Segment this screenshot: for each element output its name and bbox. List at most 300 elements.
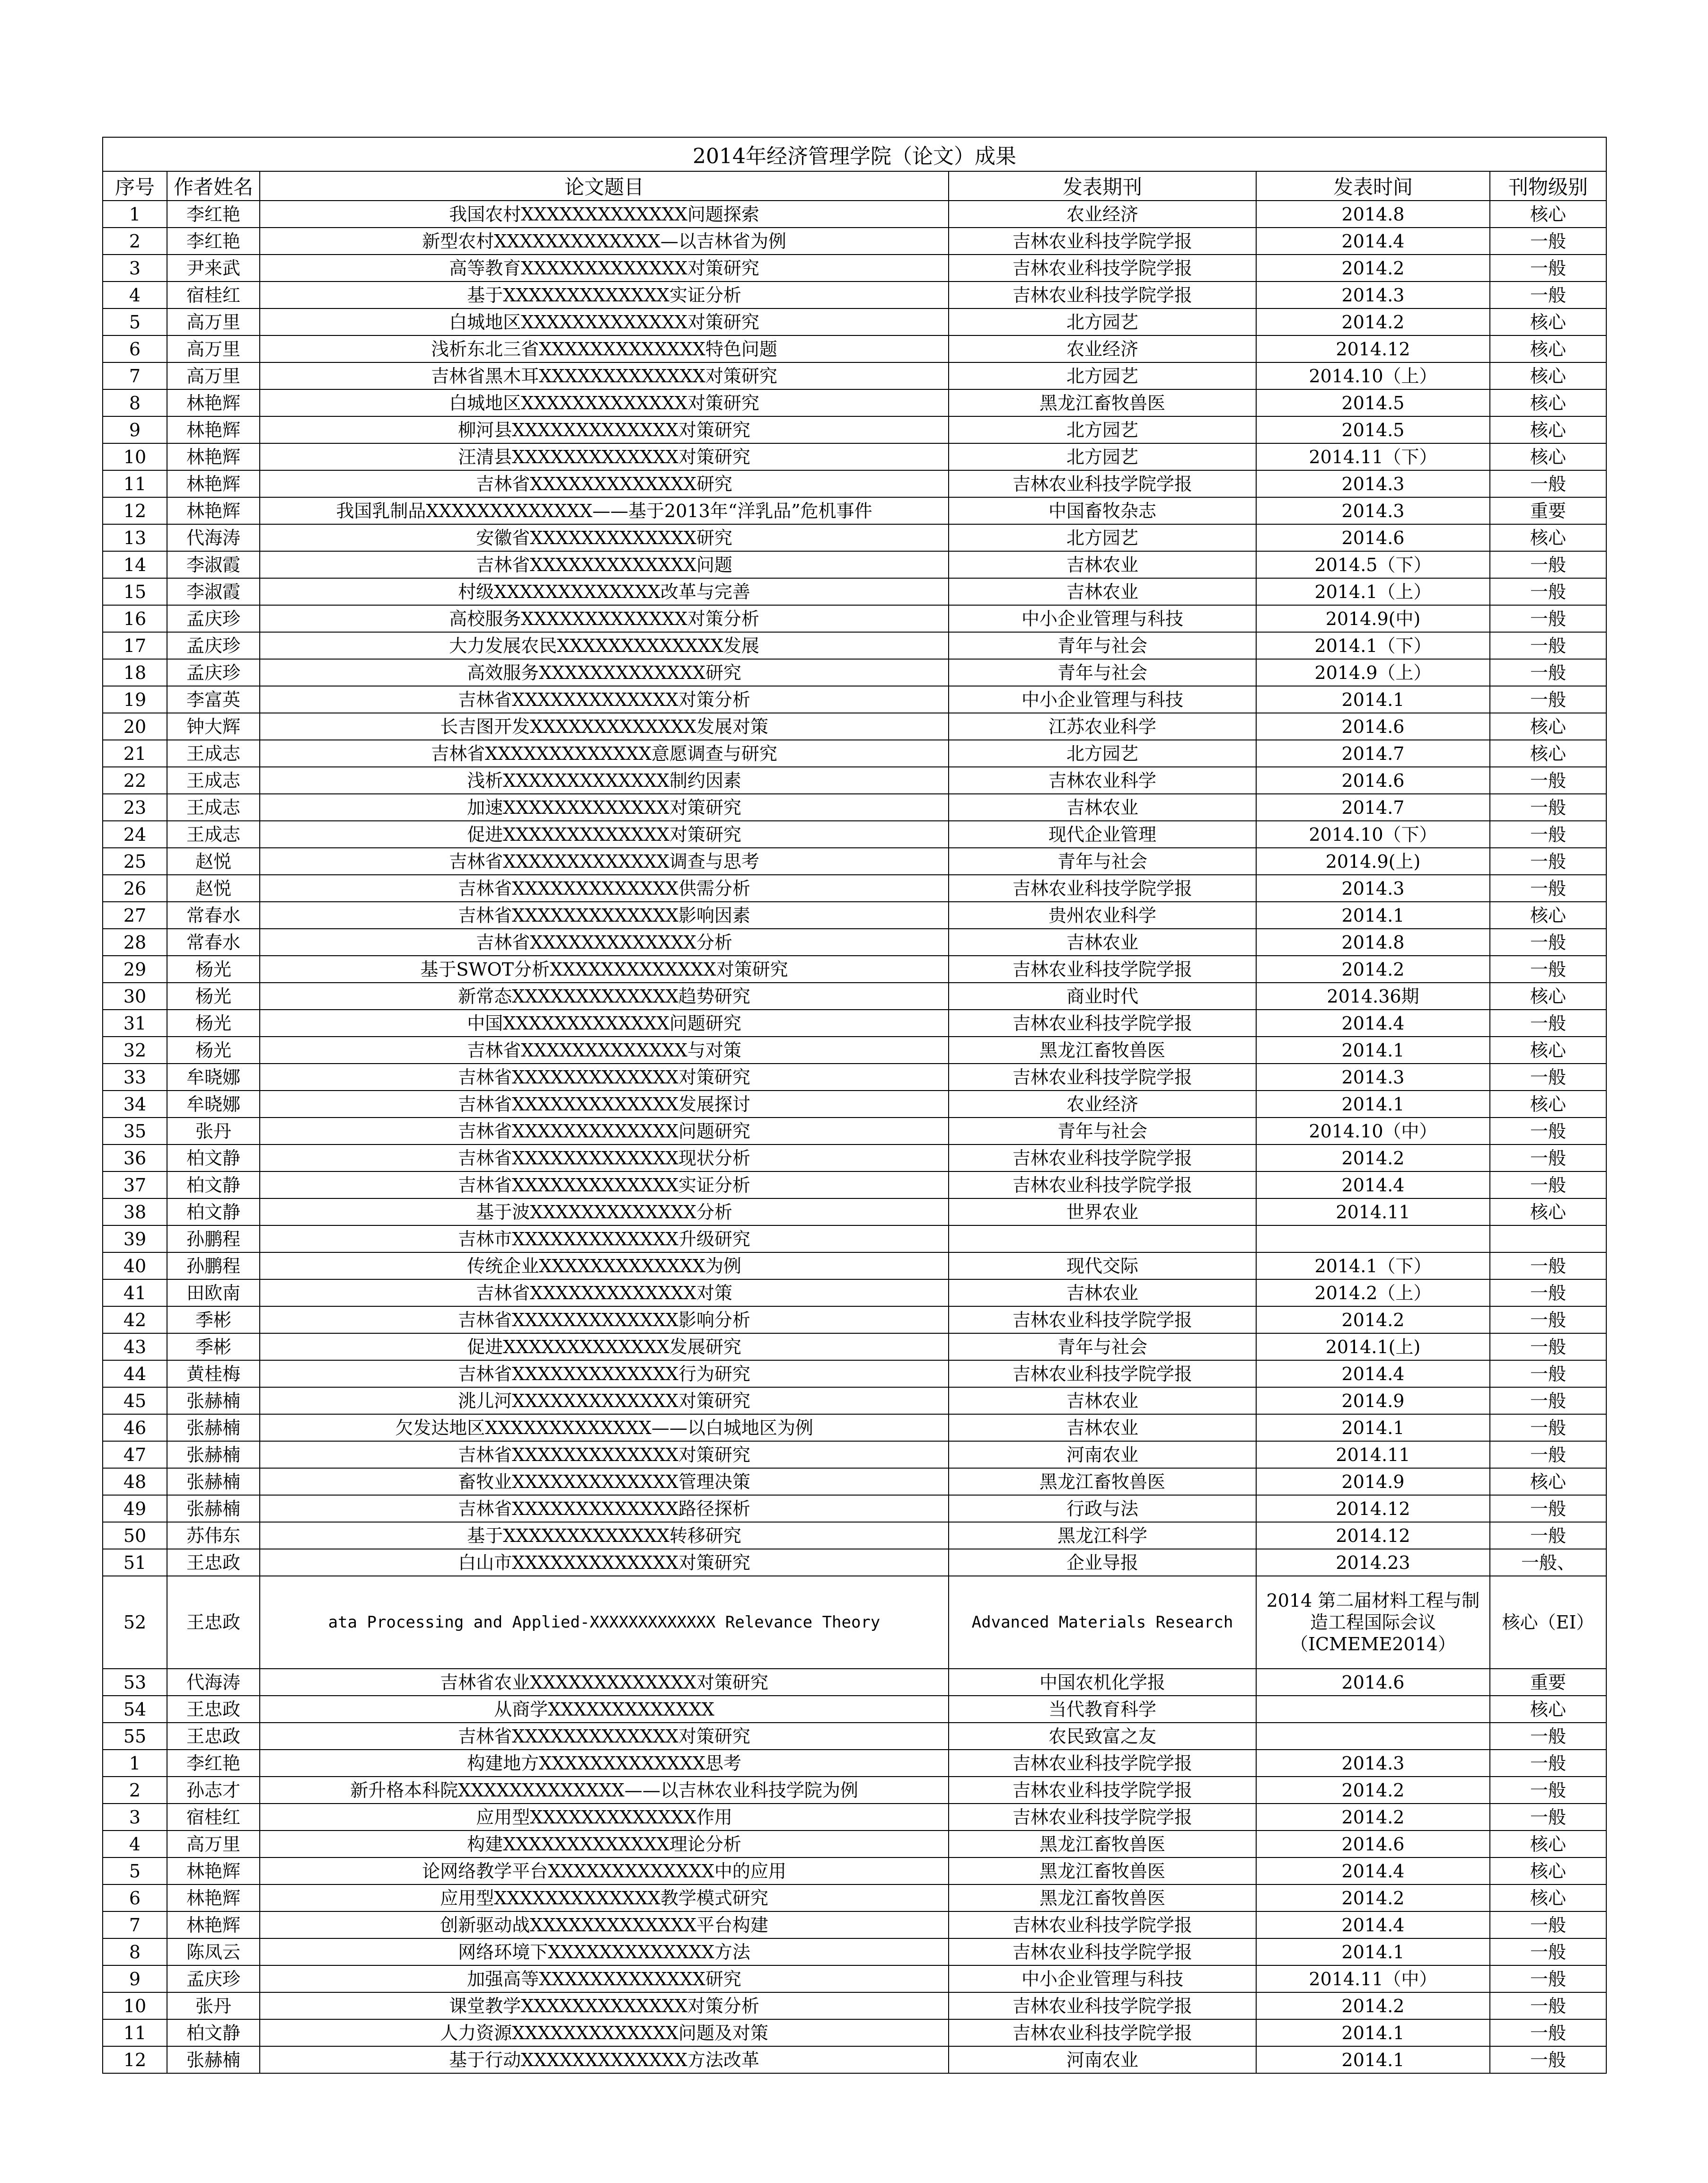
cell-title: 吉林市XXXXXXXXXXXXX升级研究	[260, 1225, 949, 1252]
table-row	[103, 1804, 1606, 1831]
cell-date: 2014.3	[1256, 1064, 1490, 1091]
cell-index: 34	[103, 1091, 167, 1118]
cell-author: 季彬	[167, 1306, 260, 1333]
cell-index: 4	[103, 282, 167, 308]
cell-author: 高万里	[167, 335, 260, 362]
cell-journal: 农业经济	[949, 335, 1256, 362]
cell-level: 核心	[1490, 713, 1606, 740]
cell-author: 李淑霞	[167, 551, 260, 578]
cell-author: 牟晓娜	[167, 1091, 260, 1118]
cell-title: 加速XXXXXXXXXXXXX对策研究	[260, 794, 949, 821]
cell-title: 新升格本科院XXXXXXXXXXXXX——以吉林农业科技学院为例	[260, 1777, 949, 1804]
table-title: 2014年经济管理学院（论文）成果	[103, 137, 1606, 171]
cell-journal: 现代企业管理	[949, 821, 1256, 848]
cell-date: 2014.2	[1256, 1804, 1490, 1831]
cell-journal: 北方园艺	[949, 362, 1256, 389]
cell-date: 2014.2	[1256, 1306, 1490, 1333]
cell-date: 2014.10（下）	[1256, 821, 1490, 848]
cell-journal: 吉林农业科技学院学报	[949, 875, 1256, 902]
cell-title: 我国乳制品XXXXXXXXXXXXX——基于2013年“洋乳品”危机事件	[260, 497, 949, 524]
cell-author: 林艳辉	[167, 497, 260, 524]
table-row	[103, 1992, 1606, 2019]
cell-journal: 青年与社会	[949, 1333, 1256, 1360]
table-row	[103, 686, 1606, 713]
cell-journal: 贵州农业科学	[949, 902, 1256, 929]
cell-journal: 农民致富之友	[949, 1723, 1256, 1750]
cell-index: 45	[103, 1387, 167, 1414]
cell-journal: 吉林农业	[949, 929, 1256, 956]
cell-author: 林艳辉	[167, 1911, 260, 1938]
cell-level: 一般	[1490, 1495, 1606, 1522]
cell-index: 12	[103, 497, 167, 524]
table-row	[103, 1144, 1606, 1171]
cell-date: 2014.2	[1256, 1992, 1490, 2019]
cell-index: 6	[103, 335, 167, 362]
cell-date: 2014.6	[1256, 524, 1490, 551]
cell-title: 吉林省XXXXXXXXXXXXX问题	[260, 551, 949, 578]
table-row	[103, 1360, 1606, 1387]
cell-author: 王成志	[167, 821, 260, 848]
column-header-author: 作者姓名	[167, 171, 260, 201]
cell-journal: 吉林农业科技学院学报	[949, 1306, 1256, 1333]
cell-journal: 中小企业管理与科技	[949, 686, 1256, 713]
cell-title: 高校服务XXXXXXXXXXXXX对策分析	[260, 605, 949, 632]
cell-date: 2014.6	[1256, 1831, 1490, 1857]
cell-level: 一般	[1490, 1750, 1606, 1777]
cell-date: 2014.1	[1256, 1938, 1490, 1965]
cell-date: 2014.1（下）	[1256, 1252, 1490, 1279]
cell-title: 传统企业XXXXXXXXXXXXX为例	[260, 1252, 949, 1279]
cell-index: 37	[103, 1171, 167, 1198]
cell-level: 核心	[1490, 416, 1606, 443]
cell-index: 4	[103, 1831, 167, 1857]
column-header-title: 论文题目	[260, 171, 949, 201]
cell-level: 一般	[1490, 228, 1606, 255]
cell-index: 6	[103, 1884, 167, 1911]
cell-index: 7	[103, 362, 167, 389]
cell-title: 吉林省XXXXXXXXXXXXX行为研究	[260, 1360, 949, 1387]
cell-journal: 吉林农业科技学院学报	[949, 1750, 1256, 1777]
cell-author: 柏文静	[167, 2019, 260, 2046]
cell-index: 43	[103, 1333, 167, 1360]
table-row	[103, 1387, 1606, 1414]
cell-title: 创新驱动战XXXXXXXXXXXXX平台构建	[260, 1911, 949, 1938]
cell-journal: 吉林农业	[949, 551, 1256, 578]
cell-title: 吉林省XXXXXXXXXXXXX实证分析	[260, 1171, 949, 1198]
cell-journal: 江苏农业科学	[949, 713, 1256, 740]
cell-journal: 吉林农业	[949, 1414, 1256, 1441]
cell-journal: 吉林农业科技学院学报	[949, 1010, 1256, 1037]
cell-index: 22	[103, 767, 167, 794]
cell-author: 王成志	[167, 794, 260, 821]
table-row	[103, 983, 1606, 1010]
cell-date: 2014.4	[1256, 228, 1490, 255]
cell-index: 3	[103, 255, 167, 282]
cell-journal: 商业时代	[949, 983, 1256, 1010]
cell-author: 代海涛	[167, 524, 260, 551]
cell-journal: 吉林农业科技学院学报	[949, 2019, 1256, 2046]
cell-title: 浅析XXXXXXXXXXXXX制约因素	[260, 767, 949, 794]
cell-author: 高万里	[167, 1831, 260, 1857]
cell-author: 孟庆珍	[167, 1965, 260, 1992]
cell-title: 加强高等XXXXXXXXXXXXX研究	[260, 1965, 949, 1992]
cell-author: 林艳辉	[167, 443, 260, 470]
cell-author: 牟晓娜	[167, 1064, 260, 1091]
cell-journal: 吉林农业	[949, 1279, 1256, 1306]
cell-level: 一般	[1490, 1522, 1606, 1549]
cell-title: 安徽省XXXXXXXXXXXXX研究	[260, 524, 949, 551]
cell-journal: 吉林农业科技学院学报	[949, 1360, 1256, 1387]
cell-date: 2014.11（中）	[1256, 1965, 1490, 1992]
cell-date: 2014.11	[1256, 1441, 1490, 1468]
cell-journal	[949, 1225, 1256, 1252]
cell-title: 吉林省XXXXXXXXXXXXX对策研究	[260, 1441, 949, 1468]
cell-author: 李红艳	[167, 1750, 260, 1777]
cell-journal: 黑龙江畜牧兽医	[949, 1037, 1256, 1064]
cell-level: 核心	[1490, 389, 1606, 416]
table-row	[103, 713, 1606, 740]
cell-date: 2014.3	[1256, 282, 1490, 308]
cell-journal: 吉林农业科学	[949, 767, 1256, 794]
cell-author: 孙志才	[167, 1777, 260, 1804]
cell-index: 5	[103, 308, 167, 335]
table-row	[103, 1064, 1606, 1091]
cell-index: 27	[103, 902, 167, 929]
cell-level: 核心	[1490, 335, 1606, 362]
cell-title: 洮儿河XXXXXXXXXXXXX对策研究	[260, 1387, 949, 1414]
cell-journal: 吉林农业科技学院学报	[949, 282, 1256, 308]
cell-author: 杨光	[167, 1037, 260, 1064]
cell-date: 2014.4	[1256, 1010, 1490, 1037]
cell-level: 一般	[1490, 767, 1606, 794]
table-row	[103, 659, 1606, 686]
cell-index: 35	[103, 1118, 167, 1144]
cell-title: 吉林省XXXXXXXXXXXXX调查与思考	[260, 848, 949, 875]
table-row	[103, 632, 1606, 659]
cell-date: 2014.1	[1256, 1091, 1490, 1118]
table-row	[103, 1333, 1606, 1360]
cell-date: 2014.1(上)	[1256, 1333, 1490, 1360]
cell-date: 2014.4	[1256, 1857, 1490, 1884]
cell-author: 杨光	[167, 956, 260, 983]
cell-index: 7	[103, 1911, 167, 1938]
cell-level: 核心	[1490, 308, 1606, 335]
cell-level: 核心	[1490, 1468, 1606, 1495]
cell-date: 2014.23	[1256, 1549, 1490, 1576]
cell-index: 47	[103, 1441, 167, 1468]
cell-date: 2014.2	[1256, 1144, 1490, 1171]
cell-level: 一般	[1490, 794, 1606, 821]
cell-level: 核心	[1490, 1696, 1606, 1723]
cell-title: 基于行动XXXXXXXXXXXXX方法改革	[260, 2046, 949, 2073]
cell-date: 2014.1	[1256, 2019, 1490, 2046]
cell-journal: 黑龙江畜牧兽医	[949, 389, 1256, 416]
cell-journal: 吉林农业科技学院学报	[949, 1064, 1256, 1091]
cell-level: 一般	[1490, 2019, 1606, 2046]
cell-date: 2014.3	[1256, 1750, 1490, 1777]
cell-journal: 北方园艺	[949, 308, 1256, 335]
cell-level: 一般	[1490, 875, 1606, 902]
cell-title: 吉林省XXXXXXXXXXXXX问题研究	[260, 1118, 949, 1144]
table-row	[103, 228, 1606, 255]
cell-level: 核心	[1490, 1091, 1606, 1118]
table-row	[103, 848, 1606, 875]
cell-author: 宿桂红	[167, 282, 260, 308]
cell-level: 一般	[1490, 2046, 1606, 2073]
cell-author: 常春水	[167, 929, 260, 956]
cell-journal: 吉林农业科技学院学报	[949, 470, 1256, 497]
cell-level: 一般	[1490, 282, 1606, 308]
cell-level: 核心	[1490, 443, 1606, 470]
cell-index: 23	[103, 794, 167, 821]
column-header-journal: 发表期刊	[949, 171, 1256, 201]
cell-date: 2014.1	[1256, 1414, 1490, 1441]
cell-journal: 青年与社会	[949, 659, 1256, 686]
cell-author: 林艳辉	[167, 416, 260, 443]
cell-index: 39	[103, 1225, 167, 1252]
table-row	[103, 389, 1606, 416]
cell-index: 5	[103, 1857, 167, 1884]
cell-journal: 中小企业管理与科技	[949, 1965, 1256, 1992]
cell-level: 一般	[1490, 1064, 1606, 1091]
cell-journal: 北方园艺	[949, 443, 1256, 470]
column-header-index: 序号	[103, 171, 167, 201]
cell-author: 赵悦	[167, 875, 260, 902]
cell-index: 8	[103, 1938, 167, 1965]
cell-date: 2014.7	[1256, 740, 1490, 767]
cell-title: 村级XXXXXXXXXXXXX改革与完善	[260, 578, 949, 605]
cell-date: 2014.2	[1256, 956, 1490, 983]
table-row	[103, 524, 1606, 551]
cell-date: 2014.2	[1256, 308, 1490, 335]
table-row	[103, 1857, 1606, 1884]
cell-date: 2014.4	[1256, 1360, 1490, 1387]
cell-level: 一般	[1490, 1938, 1606, 1965]
cell-date: 2014.11（下）	[1256, 443, 1490, 470]
cell-journal: 企业导报	[949, 1549, 1256, 1576]
cell-journal: 河南农业	[949, 1441, 1256, 1468]
cell-index: 17	[103, 632, 167, 659]
cell-author: 王成志	[167, 767, 260, 794]
table-row	[103, 929, 1606, 956]
table-row	[103, 201, 1606, 228]
cell-title: 吉林省农业XXXXXXXXXXXXX对策研究	[260, 1669, 949, 1696]
cell-index: 26	[103, 875, 167, 902]
table-row	[103, 605, 1606, 632]
cell-level: 一般	[1490, 1360, 1606, 1387]
cell-index: 9	[103, 416, 167, 443]
cell-journal: 农业经济	[949, 1091, 1256, 1118]
cell-index: 10	[103, 443, 167, 470]
cell-index: 15	[103, 578, 167, 605]
cell-title: 新型农村XXXXXXXXXXXXX—以吉林省为例	[260, 228, 949, 255]
table-row	[103, 416, 1606, 443]
table-row	[103, 1965, 1606, 1992]
table-row	[103, 1091, 1606, 1118]
table-row	[103, 255, 1606, 282]
cell-journal: 农业经济	[949, 201, 1256, 228]
cell-title: 中国XXXXXXXXXXXXX问题研究	[260, 1010, 949, 1037]
cell-level: 核心（EI）	[1490, 1576, 1606, 1669]
cell-author: 季彬	[167, 1333, 260, 1360]
cell-title: 大力发展农民XXXXXXXXXXXXX发展	[260, 632, 949, 659]
cell-date: 2014 第二届材料工程与制造工程国际会议（ICMEME2014）	[1256, 1576, 1490, 1669]
cell-index: 31	[103, 1010, 167, 1037]
cell-date: 2014.36期	[1256, 983, 1490, 1010]
cell-level: 一般	[1490, 255, 1606, 282]
cell-date: 2014.9	[1256, 1387, 1490, 1414]
table-row	[103, 362, 1606, 389]
cell-index: 2	[103, 228, 167, 255]
cell-level: 一般	[1490, 848, 1606, 875]
cell-level: 一般	[1490, 605, 1606, 632]
table-row	[103, 1723, 1606, 1750]
cell-level: 一般	[1490, 659, 1606, 686]
cell-title: 欠发达地区XXXXXXXXXXXXX——以白城地区为例	[260, 1414, 949, 1441]
cell-journal: 吉林农业科技学院学报	[949, 1911, 1256, 1938]
cell-journal: 吉林农业科技学院学报	[949, 1777, 1256, 1804]
cell-date: 2014.8	[1256, 201, 1490, 228]
cell-journal: 黑龙江畜牧兽医	[949, 1831, 1256, 1857]
table-row	[103, 497, 1606, 524]
cell-journal: 中国畜牧杂志	[949, 497, 1256, 524]
cell-author: 林艳辉	[167, 389, 260, 416]
cell-date: 2014.9(上)	[1256, 848, 1490, 875]
cell-title: 浅析东北三省XXXXXXXXXXXXX特色问题	[260, 335, 949, 362]
table-row	[103, 470, 1606, 497]
cell-title: 吉林省XXXXXXXXXXXXX对策	[260, 1279, 949, 1306]
spreadsheet	[102, 137, 1606, 2074]
table-row	[103, 794, 1606, 821]
cell-date: 2014.9(中)	[1256, 605, 1490, 632]
cell-author: 赵悦	[167, 848, 260, 875]
cell-title: 构建地方XXXXXXXXXXXXX思考	[260, 1750, 949, 1777]
cell-author: 高万里	[167, 362, 260, 389]
cell-level: 一般	[1490, 1333, 1606, 1360]
cell-journal: 当代教育科学	[949, 1696, 1256, 1723]
cell-date: 2014.10（中）	[1256, 1118, 1490, 1144]
cell-index: 11	[103, 2019, 167, 2046]
cell-journal: 吉林农业科技学院学报	[949, 1804, 1256, 1831]
cell-date: 2014.3	[1256, 875, 1490, 902]
cell-level: 核心	[1490, 983, 1606, 1010]
cell-author: 常春水	[167, 902, 260, 929]
cell-author: 张赫楠	[167, 1414, 260, 1441]
table-row	[103, 1037, 1606, 1064]
cell-author: 张赫楠	[167, 1441, 260, 1468]
cell-date: 2014.2	[1256, 1777, 1490, 1804]
table-row	[103, 1522, 1606, 1549]
cell-journal: 吉林农业	[949, 578, 1256, 605]
cell-level: 核心	[1490, 1198, 1606, 1225]
cell-journal: 黑龙江畜牧兽医	[949, 1468, 1256, 1495]
table-row	[103, 1495, 1606, 1522]
cell-title: 吉林省XXXXXXXXXXXXX意愿调查与研究	[260, 740, 949, 767]
cell-author: 柏文静	[167, 1144, 260, 1171]
cell-level: 一般	[1490, 686, 1606, 713]
cell-date: 2014.11	[1256, 1198, 1490, 1225]
cell-title: 新常态XXXXXXXXXXXXX趋势研究	[260, 983, 949, 1010]
cell-journal: 现代交际	[949, 1252, 1256, 1279]
cell-journal: 北方园艺	[949, 416, 1256, 443]
table-row	[103, 1777, 1606, 1804]
cell-index: 9	[103, 1965, 167, 1992]
table-row	[103, 2019, 1606, 2046]
table-row	[103, 875, 1606, 902]
cell-index: 29	[103, 956, 167, 983]
cell-author: 李红艳	[167, 228, 260, 255]
cell-index: 25	[103, 848, 167, 875]
cell-date: 2014.4	[1256, 1171, 1490, 1198]
cell-author: 孙鹏程	[167, 1252, 260, 1279]
cell-level: 核心	[1490, 1037, 1606, 1064]
cell-title: 基于XXXXXXXXXXXXX实证分析	[260, 282, 949, 308]
cell-level: 一般	[1490, 470, 1606, 497]
cell-title: 论网络教学平台XXXXXXXXXXXXX中的应用	[260, 1857, 949, 1884]
cell-title: 吉林省XXXXXXXXXXXXX影响因素	[260, 902, 949, 929]
cell-date: 2014.5	[1256, 416, 1490, 443]
cell-author: 苏伟东	[167, 1522, 260, 1549]
cell-index: 8	[103, 389, 167, 416]
table-row	[103, 1252, 1606, 1279]
cell-author: 黄桂梅	[167, 1360, 260, 1387]
cell-index: 1	[103, 1750, 167, 1777]
cell-index: 1	[103, 201, 167, 228]
cell-author: 张丹	[167, 1118, 260, 1144]
cell-index: 12	[103, 2046, 167, 2073]
cell-index: 24	[103, 821, 167, 848]
cell-level: 一般	[1490, 1777, 1606, 1804]
cell-author: 王成志	[167, 740, 260, 767]
cell-title: 吉林省XXXXXXXXXXXXX对策分析	[260, 686, 949, 713]
cell-journal: 吉林农业	[949, 1387, 1256, 1414]
cell-journal: Advanced Materials Research	[949, 1576, 1256, 1669]
cell-index: 2	[103, 1777, 167, 1804]
cell-author: 李红艳	[167, 201, 260, 228]
cell-level: 一般	[1490, 1171, 1606, 1198]
table-row	[103, 1279, 1606, 1306]
cell-journal: 青年与社会	[949, 848, 1256, 875]
cell-level: 一般	[1490, 821, 1606, 848]
cell-level: 一般	[1490, 1010, 1606, 1037]
cell-date: 2014.12	[1256, 335, 1490, 362]
cell-index: 44	[103, 1360, 167, 1387]
cell-title: 畜牧业XXXXXXXXXXXXX管理决策	[260, 1468, 949, 1495]
cell-author: 林艳辉	[167, 1857, 260, 1884]
cell-date: 2014.7	[1256, 794, 1490, 821]
cell-title: 应用型XXXXXXXXXXXXX作用	[260, 1804, 949, 1831]
table-row	[103, 956, 1606, 983]
cell-journal: 黑龙江畜牧兽医	[949, 1884, 1256, 1911]
cell-title: 促进XXXXXXXXXXXXX发展研究	[260, 1333, 949, 1360]
cell-title: 课堂教学XXXXXXXXXXXXX对策分析	[260, 1992, 949, 2019]
cell-journal: 吉林农业科技学院学报	[949, 1938, 1256, 1965]
cell-author: 柏文静	[167, 1171, 260, 1198]
table-row	[103, 1306, 1606, 1333]
cell-title: 吉林省XXXXXXXXXXXXX研究	[260, 470, 949, 497]
cell-date: 2014.1	[1256, 902, 1490, 929]
cell-title: 吉林省XXXXXXXXXXXXX供需分析	[260, 875, 949, 902]
cell-date: 2014.3	[1256, 497, 1490, 524]
cell-author: 张赫楠	[167, 1495, 260, 1522]
cell-level: 一般	[1490, 1144, 1606, 1171]
table-row	[103, 1911, 1606, 1938]
cell-journal: 青年与社会	[949, 632, 1256, 659]
cell-level: 一般	[1490, 1441, 1606, 1468]
table-row	[103, 282, 1606, 308]
cell-author: 林艳辉	[167, 1884, 260, 1911]
cell-date: 2014.9	[1256, 1468, 1490, 1495]
